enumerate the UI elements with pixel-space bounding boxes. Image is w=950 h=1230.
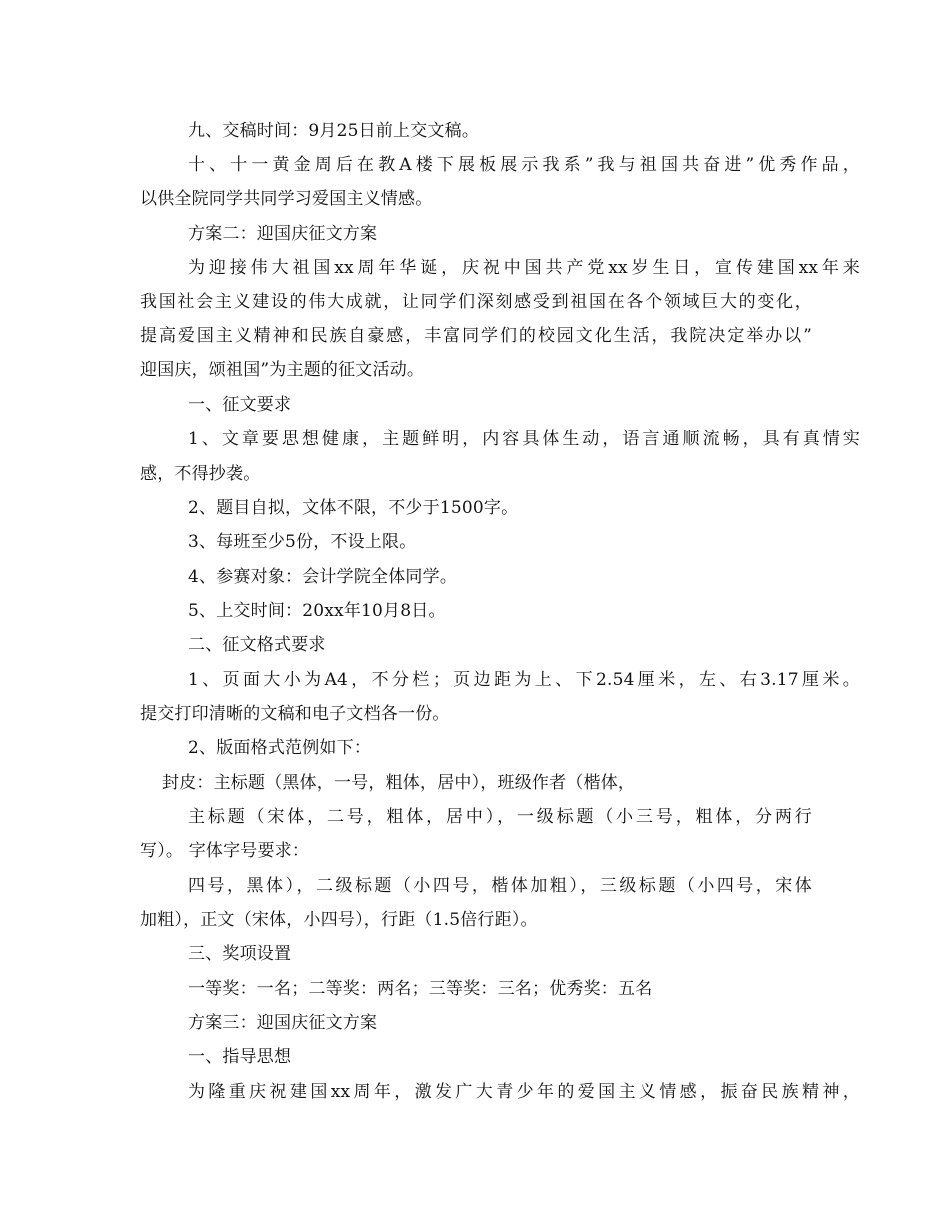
requirement-1-line2: 感，不得抄袭。 xyxy=(140,464,261,484)
awards-list: 一等奖：一名；二等奖：两名；三等奖：三名；优秀奖：五名 xyxy=(188,979,653,999)
heading-format-line2: 加粗），正文（宋体，小四号），行距（1.5倍行距）。 xyxy=(140,910,538,930)
main-title-format-line1: 主标题（宋体，二号，粗体，居中），一级标题（小三号，粗体，分两行 xyxy=(188,807,812,827)
format-2-heading: 2、版面格式范例如下： xyxy=(188,738,372,758)
main-title-format-line2: 写）。 字体字号要求： xyxy=(140,841,310,861)
requirement-2: 2、题目自拟，文体不限，不少于1500字。 xyxy=(188,498,519,518)
plan-three-heading: 方案三：迎国庆征文方案 xyxy=(188,1013,378,1033)
requirement-4: 4、参赛对象：会计学院全体同学。 xyxy=(188,567,458,587)
plan-two-heading: 方案二：迎国庆征文方案 xyxy=(188,224,378,244)
plan-two-intro-line1: 为迎接伟大祖国xx周年华诞，庆祝中国共产党xx岁生日，宣传建国xx年来 xyxy=(188,258,860,278)
essay-requirements-heading: 一、征文要求 xyxy=(188,395,292,415)
requirement-1-line1: 1、文章要思想健康，主题鲜明，内容具体生动，语言通顺流畅，具有真情实 xyxy=(188,429,860,449)
cover-format-line: 封皮：主标题（黑体，一号，粗体，居中），班级作者（楷体， xyxy=(162,773,636,793)
section-ten-display-line1: 十、十一黄金周后在教A楼下展板展示我系”我与祖国共奋进”优秀作品， xyxy=(188,155,860,175)
requirement-3: 3、每班至少5份，不设上限。 xyxy=(188,532,417,552)
guiding-ideology-heading: 一、指导思想 xyxy=(188,1047,292,1067)
format-1-line1: 1、页面大小为A4，不分栏；页边距为上、下2.54厘米，左、右3.17厘米。 xyxy=(188,670,860,690)
section-ten-display-line2: 以供全院同学共同学习爱国主义情感。 xyxy=(140,189,433,209)
requirement-5: 5、上交时间：20xx年10月8日。 xyxy=(188,601,446,621)
format-requirements-heading: 二、征文格式要求 xyxy=(188,635,326,655)
format-1-line2: 提交打印清晰的文稿和电子文档各一份。 xyxy=(140,704,450,724)
heading-format-line1: 四号，黑体），二级标题（小四号，楷体加粗），三级标题（小四号，宋体 xyxy=(188,876,812,896)
section-nine-deadline: 九、交稿时间：9月25日前上交文稿。 xyxy=(188,121,480,141)
plan-two-intro-line4: 迎国庆，颂祖国”为主题的征文活动。 xyxy=(140,360,425,380)
plan-two-intro-line3: 提高爱国主义精神和民族自豪感，丰富同学们的校园文化生活，我院决定举办以” xyxy=(140,326,812,346)
guiding-ideology-line1: 为隆重庆祝建国xx周年，激发广大青少年的爱国主义情感，振奋民族精神， xyxy=(188,1082,860,1102)
awards-heading: 三、奖项设置 xyxy=(188,944,292,964)
plan-two-intro-line2: 我国社会主义建设的伟大成就，让同学们深刻感受到祖国在各个领域巨大的变化， xyxy=(140,292,812,312)
